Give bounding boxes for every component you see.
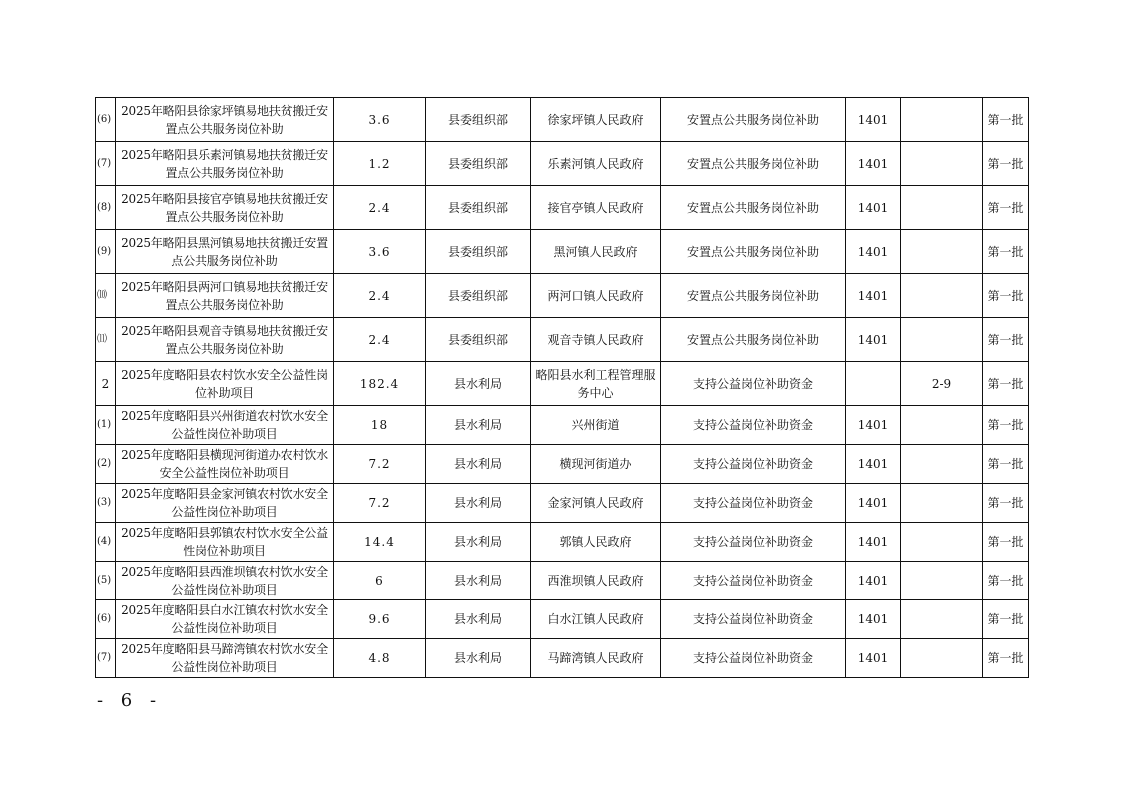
department-cell: 县委组织部 [426, 142, 531, 186]
row-index: (3) [96, 484, 116, 523]
purpose-cell: 安置点公共服务岗位补助 [661, 230, 846, 274]
purpose-cell: 支持公益岗位补助资金 [661, 445, 846, 484]
purpose-cell: 安置点公共服务岗位补助 [661, 98, 846, 142]
row-index: (6) [96, 600, 116, 639]
department-cell: 县水利局 [426, 600, 531, 639]
project-name-cell: 2025年度略阳县农村饮水安全公益性岗位补助项目 [116, 362, 334, 406]
purpose-cell: 安置点公共服务岗位补助 [661, 274, 846, 318]
table-row [96, 639, 1029, 678]
department-cell: 县委组织部 [426, 318, 531, 362]
department-cell: 县水利局 [426, 562, 531, 600]
code-cell [846, 362, 901, 406]
code-cell: 1401 [846, 639, 901, 678]
purpose-cell: 支持公益岗位补助资金 [661, 406, 846, 445]
amount-cell: 7.2 [334, 484, 426, 523]
batch-cell: 第一批 [983, 230, 1029, 274]
batch-cell: 第一批 [983, 523, 1029, 562]
row-index: (6) [96, 98, 116, 142]
department-cell: 县委组织部 [426, 230, 531, 274]
table-row [96, 142, 1029, 186]
department-cell: 县委组织部 [426, 98, 531, 142]
batch-cell: 第一批 [983, 406, 1029, 445]
table-row [96, 562, 1029, 600]
subcode-cell [901, 639, 983, 678]
purpose-cell: 支持公益岗位补助资金 [661, 639, 846, 678]
implementing-unit-cell: 略阳县水利工程管理服务中心 [531, 362, 661, 406]
subcode-cell [901, 98, 983, 142]
row-index: ⑾ [96, 318, 116, 362]
subcode-cell [901, 186, 983, 230]
code-cell: 1401 [846, 484, 901, 523]
page-number: - 6 - [97, 690, 163, 711]
amount-cell: 182.4 [334, 362, 426, 406]
code-cell: 1401 [846, 274, 901, 318]
amount-cell: 6 [334, 562, 426, 600]
amount-cell: 9.6 [334, 600, 426, 639]
row-index: (7) [96, 639, 116, 678]
subcode-cell [901, 523, 983, 562]
project-name-cell: 2025年度略阳县白水江镇农村饮水安全公益性岗位补助项目 [116, 600, 334, 639]
purpose-cell: 支持公益岗位补助资金 [661, 600, 846, 639]
department-cell: 县委组织部 [426, 186, 531, 230]
implementing-unit-cell: 西淮坝镇人民政府 [531, 562, 661, 600]
batch-cell: 第一批 [983, 274, 1029, 318]
code-cell: 1401 [846, 523, 901, 562]
implementing-unit-cell: 接官亭镇人民政府 [531, 186, 661, 230]
project-name-cell: 2025年度略阳县西淮坝镇农村饮水安全公益性岗位补助项目 [116, 562, 334, 600]
batch-cell: 第一批 [983, 186, 1029, 230]
subcode-cell [901, 445, 983, 484]
implementing-unit-cell: 金家河镇人民政府 [531, 484, 661, 523]
row-index: (1) [96, 406, 116, 445]
amount-cell: 2.4 [334, 274, 426, 318]
row-index: ⑽ [96, 274, 116, 318]
table-row [96, 230, 1029, 274]
project-name-cell: 2025年略阳县乐素河镇易地扶贫搬迁安置点公共服务岗位补助 [116, 142, 334, 186]
batch-cell: 第一批 [983, 484, 1029, 523]
amount-cell: 1.2 [334, 142, 426, 186]
department-cell: 县水利局 [426, 445, 531, 484]
department-cell: 县水利局 [426, 639, 531, 678]
batch-cell: 第一批 [983, 362, 1029, 406]
project-name-cell: 2025年略阳县两河口镇易地扶贫搬迁安置点公共服务岗位补助 [116, 274, 334, 318]
code-cell: 1401 [846, 445, 901, 484]
subcode-cell [901, 484, 983, 523]
row-index: (8) [96, 186, 116, 230]
code-cell: 1401 [846, 600, 901, 639]
project-name-cell: 2025年略阳县接官亭镇易地扶贫搬迁安置点公共服务岗位补助 [116, 186, 334, 230]
purpose-cell: 安置点公共服务岗位补助 [661, 186, 846, 230]
table-row [96, 484, 1029, 523]
row-index: (9) [96, 230, 116, 274]
code-cell: 1401 [846, 406, 901, 445]
project-name-cell: 2025年度略阳县兴州街道农村饮水安全公益性岗位补助项目 [116, 406, 334, 445]
project-name-cell: 2025年度略阳县郭镇农村饮水安全公益性岗位补助项目 [116, 523, 334, 562]
project-name-cell: 2025年略阳县观音寺镇易地扶贫搬迁安置点公共服务岗位补助 [116, 318, 334, 362]
batch-cell: 第一批 [983, 318, 1029, 362]
amount-cell: 2.4 [334, 186, 426, 230]
code-cell: 1401 [846, 562, 901, 600]
amount-cell: 7.2 [334, 445, 426, 484]
subcode-cell [901, 600, 983, 639]
table-row [96, 406, 1029, 445]
department-cell: 县水利局 [426, 523, 531, 562]
table-row [96, 523, 1029, 562]
row-index: (7) [96, 142, 116, 186]
batch-cell: 第一批 [983, 142, 1029, 186]
department-cell: 县委组织部 [426, 274, 531, 318]
project-name-cell: 2025年度略阳县马蹄湾镇农村饮水安全公益性岗位补助项目 [116, 639, 334, 678]
implementing-unit-cell: 横现河街道办 [531, 445, 661, 484]
amount-cell: 3.6 [334, 98, 426, 142]
row-index: (4) [96, 523, 116, 562]
batch-cell: 第一批 [983, 600, 1029, 639]
subcode-cell: 2-9 [901, 362, 983, 406]
code-cell: 1401 [846, 318, 901, 362]
amount-cell: 2.4 [334, 318, 426, 362]
code-cell: 1401 [846, 186, 901, 230]
project-name-cell: 2025年度略阳县横现河街道办农村饮水安全公益性岗位补助项目 [116, 445, 334, 484]
purpose-cell: 安置点公共服务岗位补助 [661, 318, 846, 362]
project-name-cell: 2025年度略阳县金家河镇农村饮水安全公益性岗位补助项目 [116, 484, 334, 523]
project-name-cell: 2025年略阳县徐家坪镇易地扶贫搬迁安置点公共服务岗位补助 [116, 98, 334, 142]
code-cell: 1401 [846, 230, 901, 274]
amount-cell: 14.4 [334, 523, 426, 562]
code-cell: 1401 [846, 98, 901, 142]
implementing-unit-cell: 徐家坪镇人民政府 [531, 98, 661, 142]
row-index: (5) [96, 562, 116, 600]
subcode-cell [901, 562, 983, 600]
table-row [96, 362, 1029, 406]
table-row [96, 186, 1029, 230]
purpose-cell: 安置点公共服务岗位补助 [661, 142, 846, 186]
implementing-unit-cell: 白水江镇人民政府 [531, 600, 661, 639]
table-row [96, 274, 1029, 318]
purpose-cell: 支持公益岗位补助资金 [661, 523, 846, 562]
project-name-cell: 2025年略阳县黑河镇易地扶贫搬迁安置点公共服务岗位补助 [116, 230, 334, 274]
department-cell: 县水利局 [426, 362, 531, 406]
amount-cell: 4.8 [334, 639, 426, 678]
implementing-unit-cell: 乐素河镇人民政府 [531, 142, 661, 186]
department-cell: 县水利局 [426, 406, 531, 445]
implementing-unit-cell: 马蹄湾镇人民政府 [531, 639, 661, 678]
batch-cell: 第一批 [983, 98, 1029, 142]
table-row [96, 600, 1029, 639]
batch-cell: 第一批 [983, 639, 1029, 678]
implementing-unit-cell: 郭镇人民政府 [531, 523, 661, 562]
subcode-cell [901, 230, 983, 274]
purpose-cell: 支持公益岗位补助资金 [661, 484, 846, 523]
implementing-unit-cell: 观音寺镇人民政府 [531, 318, 661, 362]
row-index: 2 [96, 362, 116, 406]
amount-cell: 3.6 [334, 230, 426, 274]
table-row [96, 445, 1029, 484]
funding-table [95, 97, 1029, 678]
code-cell: 1401 [846, 142, 901, 186]
implementing-unit-cell: 两河口镇人民政府 [531, 274, 661, 318]
batch-cell: 第一批 [983, 562, 1029, 600]
department-cell: 县水利局 [426, 484, 531, 523]
row-index: (2) [96, 445, 116, 484]
purpose-cell: 支持公益岗位补助资金 [661, 362, 846, 406]
batch-cell: 第一批 [983, 445, 1029, 484]
table-row [96, 98, 1029, 142]
subcode-cell [901, 406, 983, 445]
amount-cell: 18 [334, 406, 426, 445]
implementing-unit-cell: 兴州街道 [531, 406, 661, 445]
subcode-cell [901, 142, 983, 186]
implementing-unit-cell: 黑河镇人民政府 [531, 230, 661, 274]
purpose-cell: 支持公益岗位补助资金 [661, 562, 846, 600]
subcode-cell [901, 318, 983, 362]
table-row [96, 318, 1029, 362]
subcode-cell [901, 274, 983, 318]
